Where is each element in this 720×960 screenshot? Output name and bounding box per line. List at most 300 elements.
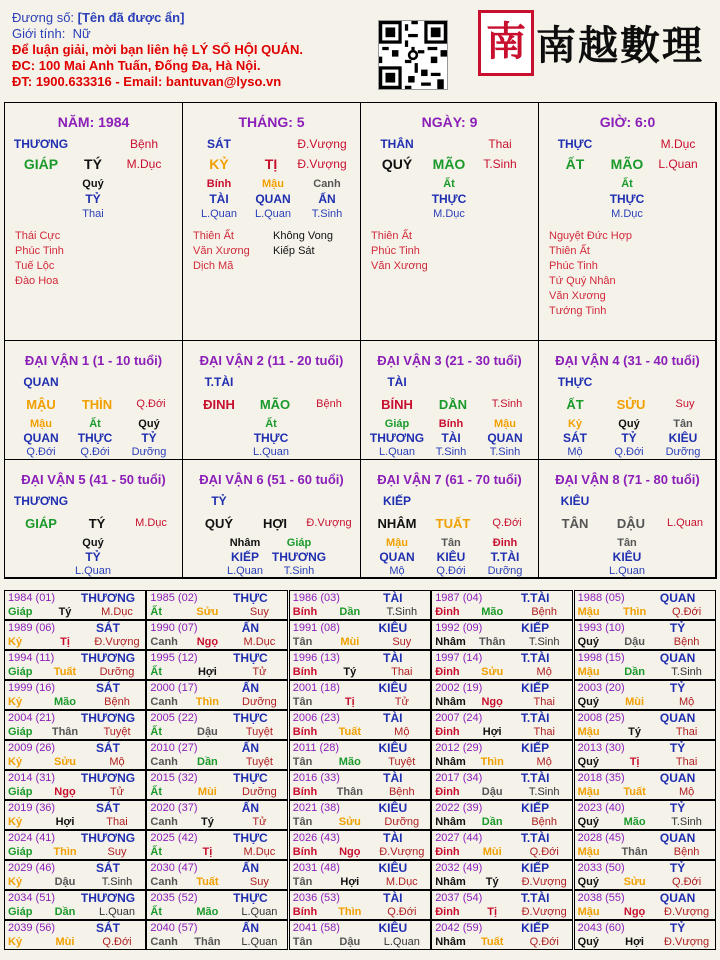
pillar-branch-stage: M.Dục (126, 157, 162, 171)
year-cell[interactable] (146, 800, 288, 830)
luck-stem: QUÝ (204, 516, 234, 531)
address-line: ĐC: 100 Mai Anh Tuấn, Đống Đa, Hà Nội. (12, 58, 261, 73)
year-label: 2010 (27) (150, 742, 198, 754)
year-cell[interactable] (574, 920, 716, 950)
year-cell[interactable] (289, 800, 431, 830)
year-ten-god: ẤN (241, 681, 260, 695)
year-stage: Q.Đới (671, 606, 702, 618)
year-cell[interactable] (574, 890, 716, 920)
year-stage: T.Sinh (386, 606, 418, 618)
luck-stem: ĐINH (203, 397, 235, 412)
year-stage: L.Quan (241, 936, 278, 948)
brand-logo (478, 8, 718, 80)
year-stage: L.Quan (383, 936, 420, 948)
luck-hidden-stage: T.Sinh (489, 446, 521, 458)
year-stem: Canh (150, 816, 178, 828)
year-ten-god: THƯƠNG (80, 651, 136, 665)
year-stem: Quý (577, 876, 599, 888)
year-cell[interactable] (574, 740, 716, 770)
luck-hidden-stage: Q.Đới (614, 446, 644, 458)
year-cell[interactable] (289, 590, 431, 620)
year-label: 2003 (20) (577, 682, 625, 694)
year-branch: Hợi (55, 816, 75, 828)
chart-header (12, 10, 303, 90)
qr-code[interactable] (378, 20, 448, 90)
hidden-stem: Ất (621, 178, 633, 190)
pillar-stars (15, 229, 64, 289)
star-item: Phúc Tinh (15, 245, 64, 257)
year-ten-god: KIẾP (521, 801, 550, 815)
luck-title: ĐẠI VẬN 4 (31 - 40 tuổi) (555, 353, 700, 368)
year-cell[interactable] (146, 650, 288, 680)
luck-ten-god: T.TÀI (204, 375, 234, 389)
star-item: Đào Hoa (15, 275, 59, 287)
year-label: 2018 (35) (577, 772, 625, 784)
year-cell[interactable] (146, 860, 288, 890)
year-stage: Đ.Vượng (94, 636, 140, 648)
hidden-stem: Ất (443, 178, 455, 190)
year-branch: Hợi (625, 936, 644, 948)
year-stage: Đ.Vượng (521, 906, 567, 918)
year-stem: Ất (150, 786, 162, 798)
year-label: 1986 (03) (292, 592, 340, 604)
year-ten-god: TỶ (669, 741, 686, 755)
year-cell[interactable] (574, 680, 716, 710)
pillar-stars (549, 229, 632, 319)
year-label: 1999 (16) (8, 682, 56, 694)
pillar-stage: Đ.Vượng (297, 137, 347, 151)
year-cell[interactable] (4, 920, 146, 950)
year-label: 1989 (06) (8, 622, 56, 634)
year-branch: Mùi (482, 846, 502, 858)
year-cell[interactable] (289, 740, 431, 770)
luck-hidden-stem: Ất (265, 418, 277, 430)
year-ten-god: THƯƠNG (80, 831, 136, 845)
luck-cell (360, 340, 539, 460)
year-stem: Nhâm (435, 876, 466, 888)
year-ten-god: THỰC (233, 831, 268, 845)
year-stem: Bính (292, 726, 318, 738)
year-stage: Suy (249, 876, 269, 888)
year-label: 2040 (57) (150, 922, 198, 934)
year-stem: Giáp (8, 606, 33, 618)
year-cell[interactable] (431, 830, 573, 860)
year-stage: Mộ (536, 666, 552, 678)
year-branch: Dậu (624, 636, 645, 648)
year-cell[interactable] (574, 590, 716, 620)
luck-hidden-god: KIÊU (436, 550, 466, 564)
year-stem: Đinh (435, 906, 460, 918)
year-label: 2038 (55) (577, 892, 625, 904)
year-label: 2042 (59) (435, 922, 483, 934)
year-ten-god: KIÊU (378, 681, 408, 695)
year-label: 2027 (44) (435, 832, 483, 844)
year-stage: Mộ (394, 726, 410, 738)
year-ten-god: KIẾP (521, 921, 550, 935)
year-ten-god: KIÊU (378, 921, 408, 935)
hidden-stage: L.Quan (200, 208, 238, 220)
year-cell[interactable] (574, 620, 716, 650)
year-stem: Giáp (8, 906, 33, 918)
luck-branch: SỬU (616, 397, 646, 412)
star-item: Văn Xương (371, 260, 428, 272)
year-cell[interactable] (289, 710, 431, 740)
year-stem: Mậu (577, 726, 600, 738)
year-stage: Thai (675, 726, 698, 738)
phone-email-line: ĐT: 1900.633316 - Email: bantuvan@lyso.vn (12, 74, 282, 89)
luck-hidden-stem: Mậu (386, 537, 408, 549)
year-ten-god: T.TÀI (520, 651, 550, 665)
luck-branch: MÃO (259, 397, 291, 412)
luck-stage: L.Quan (666, 517, 704, 529)
year-ten-god: QUAN (659, 831, 696, 845)
year-branch: Sửu (338, 816, 361, 828)
year-label: 2043 (60) (577, 922, 625, 934)
hidden-stem: Canh (313, 178, 341, 190)
year-label: 2013 (30) (577, 742, 625, 754)
year-stage: Bệnh (531, 816, 558, 828)
year-cell[interactable] (146, 890, 288, 920)
luck-hidden-god: SÁT (563, 431, 587, 445)
hidden-stage: M.Dục (433, 208, 465, 220)
year-label: 2011 (28) (292, 742, 340, 754)
luck-hidden-god: TỶ (141, 431, 157, 445)
year-ten-god: ẤN (241, 801, 260, 815)
year-cell[interactable] (289, 890, 431, 920)
pillar-stars (193, 229, 250, 274)
year-label: 2004 (21) (8, 712, 56, 724)
year-stem: Giáp (8, 666, 33, 678)
year-cell[interactable] (431, 890, 573, 920)
year-cell[interactable] (4, 860, 146, 890)
year-branch: Thân (51, 726, 79, 738)
luck-branch: TÝ (88, 516, 106, 531)
year-label: 2005 (22) (150, 712, 198, 724)
luck-stem: BÍNH (381, 397, 413, 412)
year-branch: Ngọ (481, 696, 503, 708)
year-stage: Tuyệt (245, 756, 273, 768)
year-label: 2029 (46) (8, 862, 56, 874)
year-stem: Canh (150, 876, 178, 888)
year-branch: Sửu (623, 876, 646, 888)
year-branch: Mão (196, 906, 219, 918)
year-branch: Dần (481, 816, 503, 828)
year-branch: Thìn (53, 846, 77, 858)
luck-stem: GIÁP (25, 516, 57, 531)
year-ten-god: TÀI (383, 771, 403, 785)
year-cell[interactable] (289, 860, 431, 890)
year-label: 2001 (18) (292, 682, 340, 694)
year-cell[interactable] (431, 710, 573, 740)
luck-title: ĐẠI VẬN 8 (71 - 80 tuổi) (555, 472, 700, 487)
year-branch: Tuất (480, 936, 504, 948)
pillar-ten-god: THỰC (557, 137, 593, 151)
year-label: 2036 (53) (292, 892, 340, 904)
year-label: 2000 (17) (150, 682, 198, 694)
year-cell[interactable] (146, 830, 288, 860)
year-label: 2032 (49) (435, 862, 483, 874)
star-item: Văn Xương (193, 245, 250, 257)
year-stem: Bính (292, 906, 318, 918)
year-stem: Nhâm (435, 816, 466, 828)
year-stage: M.Dục (243, 636, 276, 648)
year-cell[interactable] (574, 710, 716, 740)
pillar-branch-stage: L.Quan (658, 157, 698, 171)
luck-ten-god: THỰC (557, 375, 593, 389)
year-stem: Kỷ (8, 696, 23, 708)
year-cell[interactable] (4, 620, 146, 650)
year-stem: Tân (292, 636, 313, 648)
year-stem: Mậu (577, 606, 600, 618)
year-ten-god: KIÊU (378, 801, 408, 815)
year-cell[interactable] (431, 620, 573, 650)
year-stem: Tân (292, 936, 313, 948)
year-ten-god: SÁT (96, 681, 120, 695)
year-branch: Tị (60, 636, 70, 648)
year-branch: Dần (339, 606, 361, 618)
year-ten-god: TÀI (383, 651, 403, 665)
year-stem: Ất (150, 906, 162, 918)
star-item: Văn Xương (549, 290, 606, 302)
year-cell[interactable] (146, 740, 288, 770)
luck-title: ĐẠI VẬN 7 (61 - 70 tuổi) (377, 472, 522, 487)
year-stage: Bệnh (388, 786, 415, 798)
year-stage: Tử (394, 696, 409, 708)
year-stem: Canh (150, 936, 178, 948)
star-item: Nguyệt Đức Hợp (549, 230, 633, 242)
year-cell[interactable] (289, 680, 431, 710)
year-branch: Mùi (55, 936, 75, 948)
year-stage: M.Dục (243, 846, 276, 858)
luck-hidden-stem: Tân (441, 537, 461, 549)
year-stage: M.Dục (385, 876, 418, 888)
hidden-ten-god: THỰC (431, 192, 467, 206)
year-ten-god: TỶ (669, 681, 686, 695)
year-cell[interactable] (4, 650, 146, 680)
year-label: 2006 (23) (292, 712, 340, 724)
luck-cell (4, 340, 183, 460)
pillar-branch: TÝ (84, 156, 102, 172)
year-cell[interactable] (431, 770, 573, 800)
hidden-stem: Quý (82, 178, 104, 190)
year-cell[interactable] (431, 860, 573, 890)
year-cell[interactable] (289, 620, 431, 650)
year-branch: Dậu (339, 936, 361, 948)
luck-hidden-stage: L.Quan (252, 446, 290, 458)
year-stem: Tân (292, 696, 313, 708)
year-stage: T.Sinh (671, 816, 702, 828)
year-ten-god: T.TÀI (520, 711, 550, 725)
year-cell[interactable] (574, 800, 716, 830)
luck-stage: Đ.Vượng (306, 517, 352, 529)
star-item: Thiên Ất (193, 230, 234, 242)
pillar-stage: Thai (488, 137, 512, 151)
year-cell[interactable] (431, 590, 573, 620)
year-stem: Tân (292, 756, 313, 768)
year-cell[interactable] (4, 680, 146, 710)
year-cell[interactable] (146, 680, 288, 710)
year-stem: Quý (577, 936, 599, 948)
year-stem: Đinh (435, 726, 460, 738)
luck-stem: TÂN (561, 516, 589, 531)
year-ten-god: QUAN (659, 771, 696, 785)
year-cell[interactable] (146, 590, 288, 620)
year-cell[interactable] (146, 770, 288, 800)
year-stage: Suy (249, 606, 269, 618)
year-stage: Dưỡng (384, 816, 420, 828)
luck-cell (4, 459, 183, 579)
year-stem: Ất (150, 726, 162, 738)
year-stage: Tử (109, 786, 125, 798)
year-label: 1984 (01) (8, 592, 56, 604)
year-branch: Mùi (340, 636, 360, 648)
year-label: 1995 (12) (150, 652, 198, 664)
luck-hidden-stage: Dưỡng (131, 446, 167, 458)
pillar-stem: GIÁP (23, 156, 59, 172)
year-stage: Dưỡng (242, 786, 277, 798)
year-cell[interactable] (431, 650, 573, 680)
year-cell[interactable] (4, 770, 146, 800)
luck-cell (538, 340, 717, 460)
year-cell[interactable] (289, 920, 431, 950)
year-cell[interactable] (4, 740, 146, 770)
gender-line: Giới tính: Nữ (12, 26, 91, 41)
luck-stage: Q.Đới (136, 398, 166, 410)
year-label: 2016 (33) (292, 772, 340, 784)
year-stage: Q.Đới (387, 906, 417, 918)
year-branch: Thân (336, 786, 363, 798)
luck-ten-god: TỶ (211, 494, 227, 508)
year-label: 2023 (40) (577, 802, 625, 814)
luck-ten-god: KIÊU (560, 494, 590, 508)
year-branch: Ngọ (339, 846, 361, 858)
year-ten-god: TÀI (383, 891, 403, 905)
year-cell[interactable] (146, 920, 288, 950)
luck-stage: M.Dục (135, 517, 167, 529)
year-label: 2008 (25) (577, 712, 625, 724)
year-branch: Dần (54, 906, 76, 918)
luck-hidden-stem: Quý (138, 418, 160, 430)
luck-hidden-stem: Giáp (286, 537, 312, 549)
year-branch: Tị (487, 906, 498, 918)
luck-hidden-god: T.TÀI (490, 550, 520, 564)
year-cell[interactable] (4, 710, 146, 740)
year-stem: Kỷ (8, 636, 23, 648)
year-branch: Tý (343, 666, 357, 678)
year-label: 1992 (09) (435, 622, 483, 634)
year-cell[interactable] (431, 920, 573, 950)
hidden-stage: M.Dục (611, 208, 643, 220)
owner-name: [Tên đã được ẩn] (77, 10, 185, 25)
year-cell[interactable] (574, 860, 716, 890)
year-label: 2025 (42) (150, 832, 198, 844)
year-cell[interactable] (4, 590, 146, 620)
year-ten-god: TỶ (669, 801, 686, 815)
year-label: 1988 (05) (577, 592, 625, 604)
year-label: 2022 (39) (435, 802, 483, 814)
luck-branch: HỢI (262, 516, 288, 531)
year-cell[interactable] (431, 800, 573, 830)
year-stem: Đinh (435, 666, 460, 678)
pillar-stars-2 (273, 229, 333, 259)
year-label: 2030 (47) (150, 862, 198, 874)
hidden-stem: Bính (206, 178, 232, 190)
year-label: 2031 (48) (292, 862, 340, 874)
year-label: 2028 (45) (577, 832, 625, 844)
luck-hidden-stem: Kỷ (567, 418, 583, 430)
luck-hidden-god: QUAN (23, 431, 59, 445)
year-cell[interactable] (4, 800, 146, 830)
luck-hidden-stage: Q.Đới (436, 565, 466, 577)
year-stage: Thai (533, 726, 555, 738)
year-cell[interactable] (431, 740, 573, 770)
year-stem: Bính (292, 606, 318, 618)
hidden-stage: T.Sinh (311, 208, 343, 220)
year-ten-god: TÀI (383, 831, 403, 845)
hidden-stage: Thai (82, 208, 104, 220)
year-stage: Suy (107, 846, 127, 858)
luck-hidden-stage: Mộ (389, 565, 405, 577)
year-cell[interactable] (431, 680, 573, 710)
year-label: 2015 (32) (150, 772, 198, 784)
year-label: 1998 (15) (577, 652, 625, 664)
year-branch: Dậu (481, 786, 503, 798)
year-ten-god: T.TÀI (520, 771, 550, 785)
year-cell[interactable] (4, 830, 146, 860)
year-cell[interactable] (574, 650, 716, 680)
year-cell[interactable] (4, 890, 146, 920)
year-branch: Tuất (623, 786, 646, 798)
year-cell[interactable] (574, 830, 716, 860)
pillar-branch: MÃO (610, 156, 644, 172)
year-label: 2012 (29) (435, 742, 483, 754)
year-label: 2033 (50) (577, 862, 625, 874)
year-stem: Giáp (8, 846, 33, 858)
year-stem: Canh (150, 636, 178, 648)
year-cell[interactable] (289, 830, 431, 860)
year-stem: Mậu (577, 666, 600, 678)
year-stage: Q.Đới (102, 936, 132, 948)
year-cell[interactable] (146, 710, 288, 740)
luck-hidden-stem: Tân (617, 537, 637, 549)
star-item: Kiếp Sát (273, 245, 315, 257)
year-branch: Tị (202, 846, 213, 858)
year-branch: Tuất (196, 876, 219, 888)
year-cell[interactable] (574, 770, 716, 800)
year-stem: Quý (577, 816, 599, 828)
year-label: 2037 (54) (435, 892, 483, 904)
year-cell[interactable] (289, 770, 431, 800)
year-branch: Sửu (196, 606, 219, 618)
year-cell[interactable] (146, 620, 288, 650)
year-branch: Hợi (197, 666, 217, 678)
year-ten-god: T.TÀI (520, 891, 550, 905)
luck-hidden-stem: Quý (82, 537, 104, 549)
year-branch: Tuất (338, 726, 361, 738)
year-label: 1996 (13) (292, 652, 340, 664)
year-cell[interactable] (289, 650, 431, 680)
year-ten-god: TỶ (669, 621, 686, 635)
year-stage: Suy (392, 636, 412, 648)
year-ten-god: T.TÀI (520, 591, 550, 605)
luck-stem: ẤT (566, 397, 584, 412)
year-ten-god: KIẾP (521, 861, 550, 875)
luck-cell (538, 459, 717, 579)
luck-hidden-stage: L.Quan (74, 565, 112, 577)
year-stem: Tân (292, 816, 313, 828)
hidden-ten-god: ẤN (318, 192, 336, 206)
year-label: 2039 (56) (8, 922, 56, 934)
